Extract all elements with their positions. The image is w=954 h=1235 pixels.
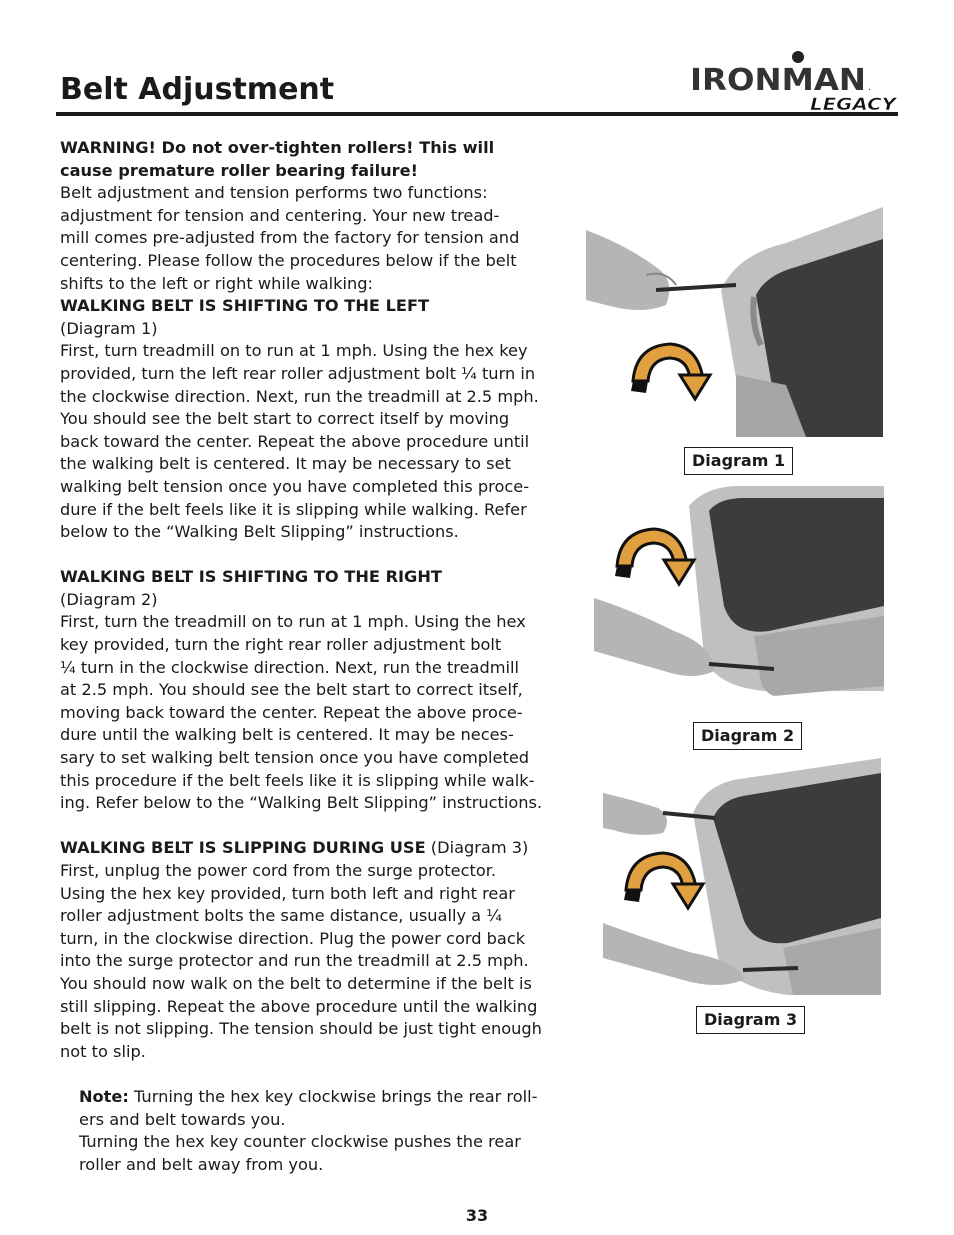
right-line: this procedure if the belt feels like it is slipping while walk- <box>60 770 535 790</box>
ironman-legacy-logo <box>688 48 900 114</box>
left-line: the walking belt is centered. It may be necessary to set <box>60 454 511 474</box>
diagram-3-photo <box>603 758 882 996</box>
left-line: dure if the belt feels like it is slipping while walking. Refer <box>60 499 527 519</box>
note-line: Turning the hex key counter clockwise pushes the rear <box>79 1132 521 1152</box>
page-number: 33 <box>465 1206 489 1225</box>
clockwise-arrow-icon <box>631 344 710 399</box>
slipping-line: You should now walk on the belt to determine if the belt is <box>60 973 532 993</box>
slipping-line: First, unplug the power cord from the surge protector. <box>60 861 497 880</box>
right-line: ing. Refer below to the “Walking Belt Slipping” instructions. <box>60 793 543 813</box>
logo-mark: . <box>868 82 872 93</box>
diagram-3-label: Diagram 3 <box>696 1006 805 1034</box>
warning-line: WARNING! Do not over-tighten rollers! This will <box>60 138 495 157</box>
right-line: ¼ turn in the clockwise direction. Next, run the treadmill <box>60 657 520 677</box>
spacer <box>60 544 590 567</box>
clockwise-arrow-icon <box>624 853 703 908</box>
intro-line: mill comes pre-adjusted from the factory for tension and <box>60 228 520 248</box>
note-line: roller and belt away from you. <box>79 1154 324 1174</box>
left-line: walking belt tension once you have completed this proce- <box>60 476 530 496</box>
spacer <box>60 815 590 838</box>
logo-dot <box>792 51 804 63</box>
diagram-2-label: Diagram 2 <box>693 722 802 750</box>
left-line: First, turn treadmill on to run at 1 mph. Using the hex key <box>60 341 528 361</box>
note-line: ers and belt towards you. <box>79 1109 286 1129</box>
slipping-line: roller adjustment bolts the same distance, usually a ¼ <box>60 906 502 926</box>
left-line: back toward the center. Repeat the above procedure until <box>60 431 530 451</box>
left-line: below to the “Walking Belt Slipping” instructions. <box>60 522 459 542</box>
page-title: Belt Adjustment <box>60 72 335 107</box>
diagram-1-label: Diagram 1 <box>684 447 793 475</box>
left-ref: (Diagram 1) <box>60 318 158 338</box>
diagram-1-photo <box>586 205 884 438</box>
diagram-2-photo <box>594 486 885 716</box>
slipping-line: Using the hex key provided, turn both left and right rear <box>60 883 515 903</box>
intro-line: Belt adjustment and tension performs two functions: <box>60 183 488 203</box>
instructions-column <box>60 137 590 1176</box>
warning-line: cause premature roller bearing failure! <box>60 160 418 180</box>
intro-line: centering. Please follow the procedures below if the belt <box>60 250 517 270</box>
slipping-line: into the surge protector and run the treadmill at 2.5 mph. <box>60 951 529 971</box>
intro-line: shifts to the left or right while walking: <box>60 273 374 293</box>
slipping-line: belt is not slipping. The tension should be just tight enough <box>60 1019 542 1039</box>
slipping-line: not to slip. <box>60 1041 146 1061</box>
left-line: the clockwise direction. Next, run the treadmill at 2.5 mph. <box>60 386 539 406</box>
right-line: at 2.5 mph. You should see the belt start to correct itself, <box>60 680 523 700</box>
note-line: Note: Turning the hex key clockwise brings the rear roll- <box>79 1086 538 1106</box>
left-heading: WALKING BELT IS SHIFTING TO THE LEFT <box>60 296 430 316</box>
left-line: You should see the belt start to correct itself by moving <box>60 409 510 429</box>
slipping-line: turn, in the clockwise direction. Plug the power cord back <box>60 928 526 948</box>
right-line: moving back toward the center. Repeat the above proce- <box>60 702 523 722</box>
clockwise-arrow-icon <box>615 529 694 584</box>
logo-text: IRONMAN <box>690 63 866 98</box>
spacer <box>60 1063 590 1086</box>
intro-line: adjustment for tension and centering. Your new tread- <box>60 205 500 225</box>
slipping-heading: WALKING BELT IS SLIPPING DURING USE (Diagram 3) <box>60 838 529 858</box>
note-block <box>60 1086 590 1176</box>
right-heading: WALKING BELT IS SHIFTING TO THE RIGHT <box>60 567 442 587</box>
right-line: dure until the walking belt is centered. It may be neces- <box>60 725 514 745</box>
right-line: key provided, turn the right rear roller adjustment bolt <box>60 635 502 655</box>
left-line: provided, turn the left rear roller adjustment bolt ¼ turn in <box>60 363 536 383</box>
right-line: sary to set walking belt tension once you have completed <box>60 748 530 768</box>
slipping-line: still slipping. Repeat the above procedure until the walking <box>60 996 538 1016</box>
logo-sub: LEGACY <box>810 95 898 114</box>
right-ref: (Diagram 2) <box>60 589 158 609</box>
right-line: First, turn the treadmill on to run at 1 mph. Using the hex <box>60 612 526 632</box>
